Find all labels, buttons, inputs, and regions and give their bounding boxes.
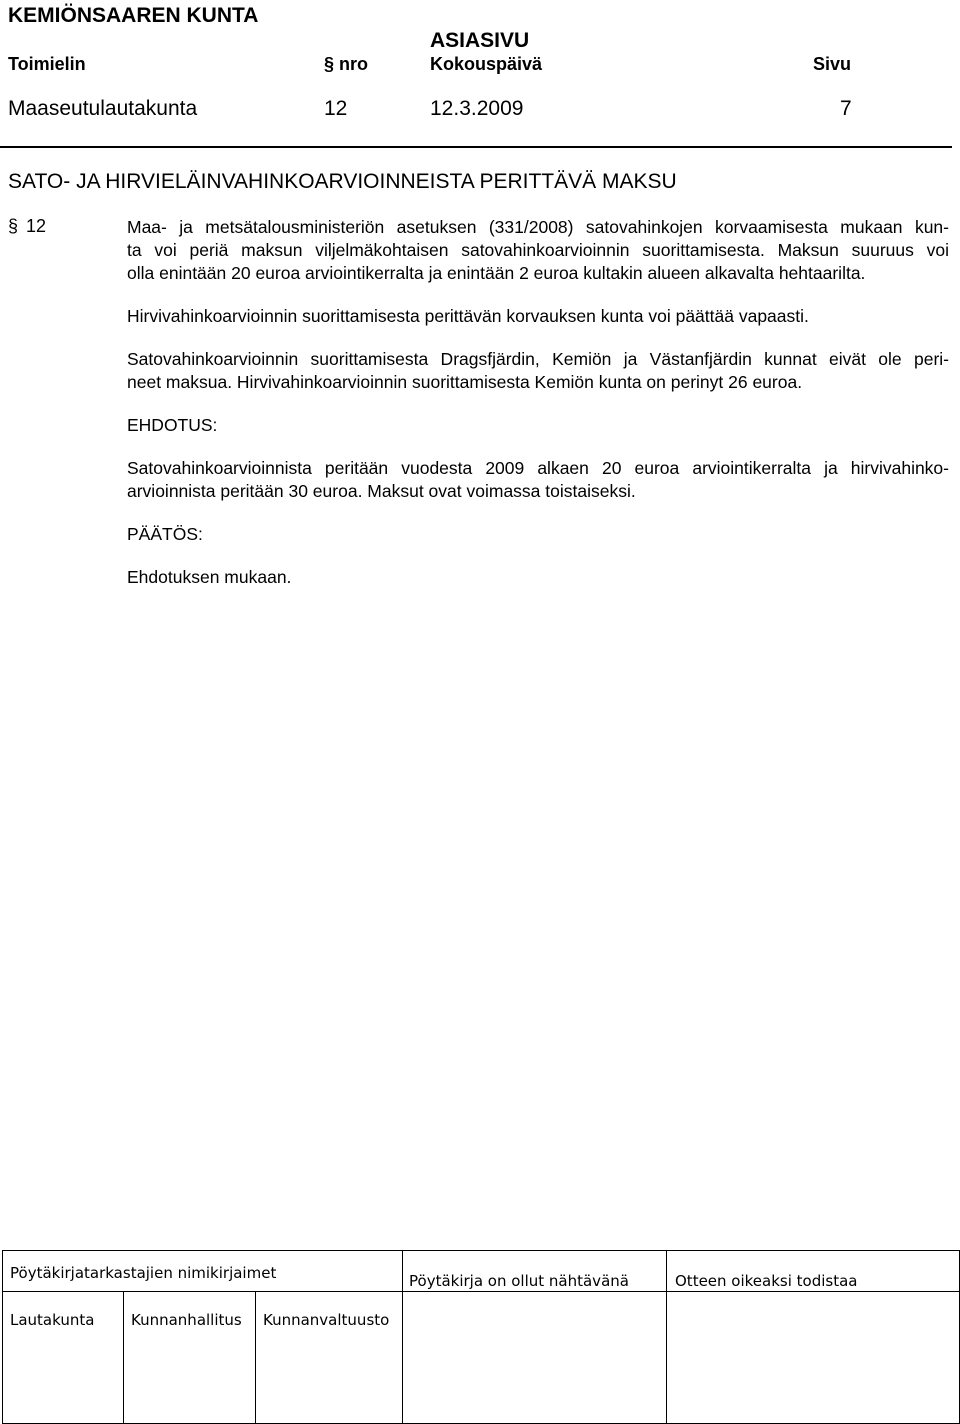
p1-line-2: ta voi periä maksun viljelmäkohtaisen satovahinkoarvioinnin suorittamisesta. Maksun suuruus voi (127, 240, 949, 260)
value-date: 12.3.2009 (430, 97, 524, 120)
p2-line-1: Hirvivahinkoarvioinnin suorittamisesta perittävän korvauksen kunta voi päättää vapaasti. (127, 306, 809, 326)
decision-text: Ehdotuksen mukaan. (127, 567, 292, 587)
p1-line-3: olla enintään 20 euroa arviointikerralta ja enintään 2 euroa kultakin alueen alkavalta hehtaarilta. (127, 263, 866, 283)
footer-cell-extract-sign (666, 1291, 960, 1424)
proposal-label: EHDOTUS: (127, 415, 218, 435)
p4-line-1: Satovahinkoarvioinnista peritään vuodesta 2009 alkaen 20 euroa arviointikerralta ja hirvivahinko- (127, 458, 949, 478)
decision-label: PÄÄTÖS: (127, 524, 203, 544)
paragraph-4 (127, 457, 949, 503)
paragraph-2 (127, 305, 949, 328)
label-date: Kokouspäivä (430, 54, 543, 74)
value-page: 7 (840, 97, 852, 120)
footer-council-label: Kunnanvaltuusto (263, 1311, 390, 1329)
document-type: ASIASIVU (430, 29, 530, 52)
footer-board-label: Lautakunta (10, 1311, 95, 1329)
p1-line-1: Maa- ja metsätalousministeriön asetuksen (331/2008) satovahinkojen korvaamisesta mukaan kun- (127, 217, 949, 237)
footer-council-board-label: Kunnanhallitus (131, 1311, 242, 1329)
paragraph-1 (127, 216, 949, 285)
value-nro: 12 (324, 97, 348, 120)
section-mark-icon: § (8, 216, 19, 236)
organization-name: KEMIÖNSAAREN KUNTA (8, 4, 259, 27)
p3-line-1: Satovahinkoarvioinnin suorittamisesta Dragsfjärdin, Kemiön ja Västanfjärdin kunnat eivät ole peri- (127, 349, 949, 369)
label-nro: § nro (324, 54, 369, 74)
footer-display-label: Pöytäkirja on ollut nähtävänä (409, 1272, 629, 1290)
section-number: 12 (26, 216, 47, 236)
label-page: Sivu (813, 54, 852, 74)
footer-signatures-label: Pöytäkirjatarkastajien nimikirjaimet (10, 1264, 277, 1282)
section-mark-icon: § (324, 54, 335, 74)
footer-extract-label: Otteen oikeaksi todistaa (675, 1272, 858, 1290)
footer-cell-display-date (402, 1291, 667, 1424)
paragraph-3 (127, 348, 949, 394)
p4-line-2: arvioinnista peritään 30 euroa. Maksut ovat voimassa toistaiseksi. (127, 481, 636, 501)
label-body: Toimielin (8, 54, 86, 74)
value-body: Maaseutulautakunta (8, 97, 198, 120)
signature-footer (0, 1250, 960, 1424)
header-divider (0, 146, 952, 148)
body-text (127, 216, 949, 609)
page-title: SATO- JA HIRVIELÄINVAHINKOARVIOINNEISTA PERITTÄVÄ MAKSU (8, 170, 677, 193)
p3-line-2: neet maksua. Hirvivahinkoarvioinnin suorittamisesta Kemiön kunta on perinyt 26 euroa. (127, 372, 803, 392)
